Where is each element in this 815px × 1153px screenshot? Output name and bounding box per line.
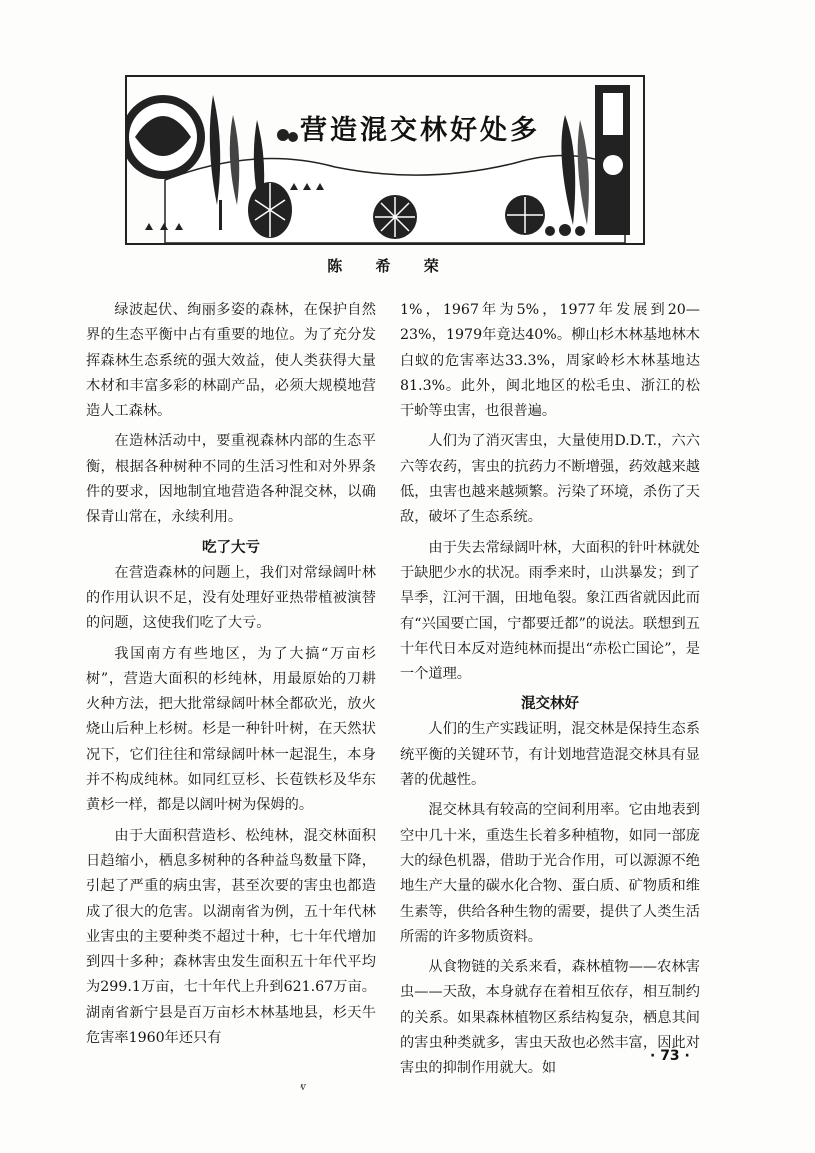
paragraph: 1%，1967年为5%，1977年发展到20—23%，1979年竟达40%。柳山杉木林基地林木白蚁的危害率达33.3%，周家岭杉木林基地达81.3%。此外，闽北地区的松毛虫、浙江的松干蚧等虫害，也很普遍。 [400,302,700,420]
paragraph: 绿波起伏、绚丽多姿的森林，在保护自然界的生态平衡中占有重要的地位。为了充分发挥森林生态系统的强大效益，使人类获得大量木材和丰富多彩的林副产品，必须大规模地营造人工森林。 [86,302,376,420]
paragraph: 我国南方有些地区，为了大搞“万亩杉树”，营造大面积的杉纯林，用最原始的刀耕火种方法，把大批常绿阔叶林全都砍光，放火烧山后种上杉树。杉是一种针叶树，在天然状况下，它们往往和常绿阔叶林一起混生，本身并不构成纯林。如同红豆杉、长苞铁杉及华东黄杉一样，都是以阔叶树为保姆的。 [86,645,376,814]
section-heading: 混交林好 [521,696,579,713]
paragraph: 由于大面积营造杉、松纯林，混交林面积日趋缩小，栖息多树种的各种益鸟数量下降，引起了严重的病虫害，甚至次要的害虫也都造成了很大的危害。以湖南省为例，五十年代林业害虫的主要种类不超过十种，七十年代增加到四十多种；森林害虫发生面积五十年代平均为299.1万亩，七十年代上升到621.67万亩。湖南省新宁县是百万亩杉木林基地县，杉天牛危害率1960年还只有 [86,827,376,1047]
article-title: 营造混交林好处多 [300,115,540,146]
left-column [86,298,376,1056]
paragraph: 人们为了消灭害虫，大量使用D.D.T.，六六六等农药，害虫的抗药力不断增强，药效越来越低，虫害也越来越频繁。污染了环境，杀伤了天敌，破坏了生态系统。 [400,433,700,526]
paragraph: 混交林具有较高的空间利用率。它由地表到空中几十米，重迭生长着多种植物，如同一部庞大的绿色机器，借助于光合作用，可以源源不绝地生产大量的碳水化合物、蛋白质、矿物质和维生素等，供给各种生物的需要，提供了人类生活所需的许多物质资料。 [400,802,700,945]
header-illustration [125,75,645,245]
author-name: 陈 希 荣 [327,257,453,275]
paragraph: 人们的生产实践证明，混交林是保持生态系统平衡的关键环节，有计划地营造混交林具有显著的优越性。 [400,721,700,789]
page-number: · 73 · [650,1048,690,1064]
paragraph: 在造林活动中，要重视森林内部的生态平衡，根据各种树种不同的生活习性和对外界条件的要求，因地制宜地营造各种混交林，以确保青山常在，永续利用。 [86,433,376,526]
paragraph: 由于失去常绿阔叶林，大面积的针叶林就处于缺肥少水的状况。雨季来时，山洪暴发；到了旱季，江河干涸，田地龟裂。象江西省就因此而有“兴国要亡国，宁都要迁都”的说法。联想到五十年代日本反对造纯林而提出“赤松亡国论”，是一个道理。 [400,539,700,683]
scan-mark: ⱴ [300,1079,307,1094]
right-column [400,298,700,1087]
paragraph: 在营造森林的问题上，我们对常绿阔叶林的作用认识不足，没有处理好亚热带植被演替的问题，这使我们吃了大亏。 [86,564,376,632]
section-heading: 吃了大亏 [202,539,260,556]
paragraph: 从食物链的关系来看，森林植物——农林害虫——天敌，本身就存在着相互依存，相互制约的关系。如果森林植物区系结构复杂，栖息其间的害虫种类就多，害虫天敌也必然丰富，因此对害虫的抑制作用就大。如 [400,959,700,1077]
